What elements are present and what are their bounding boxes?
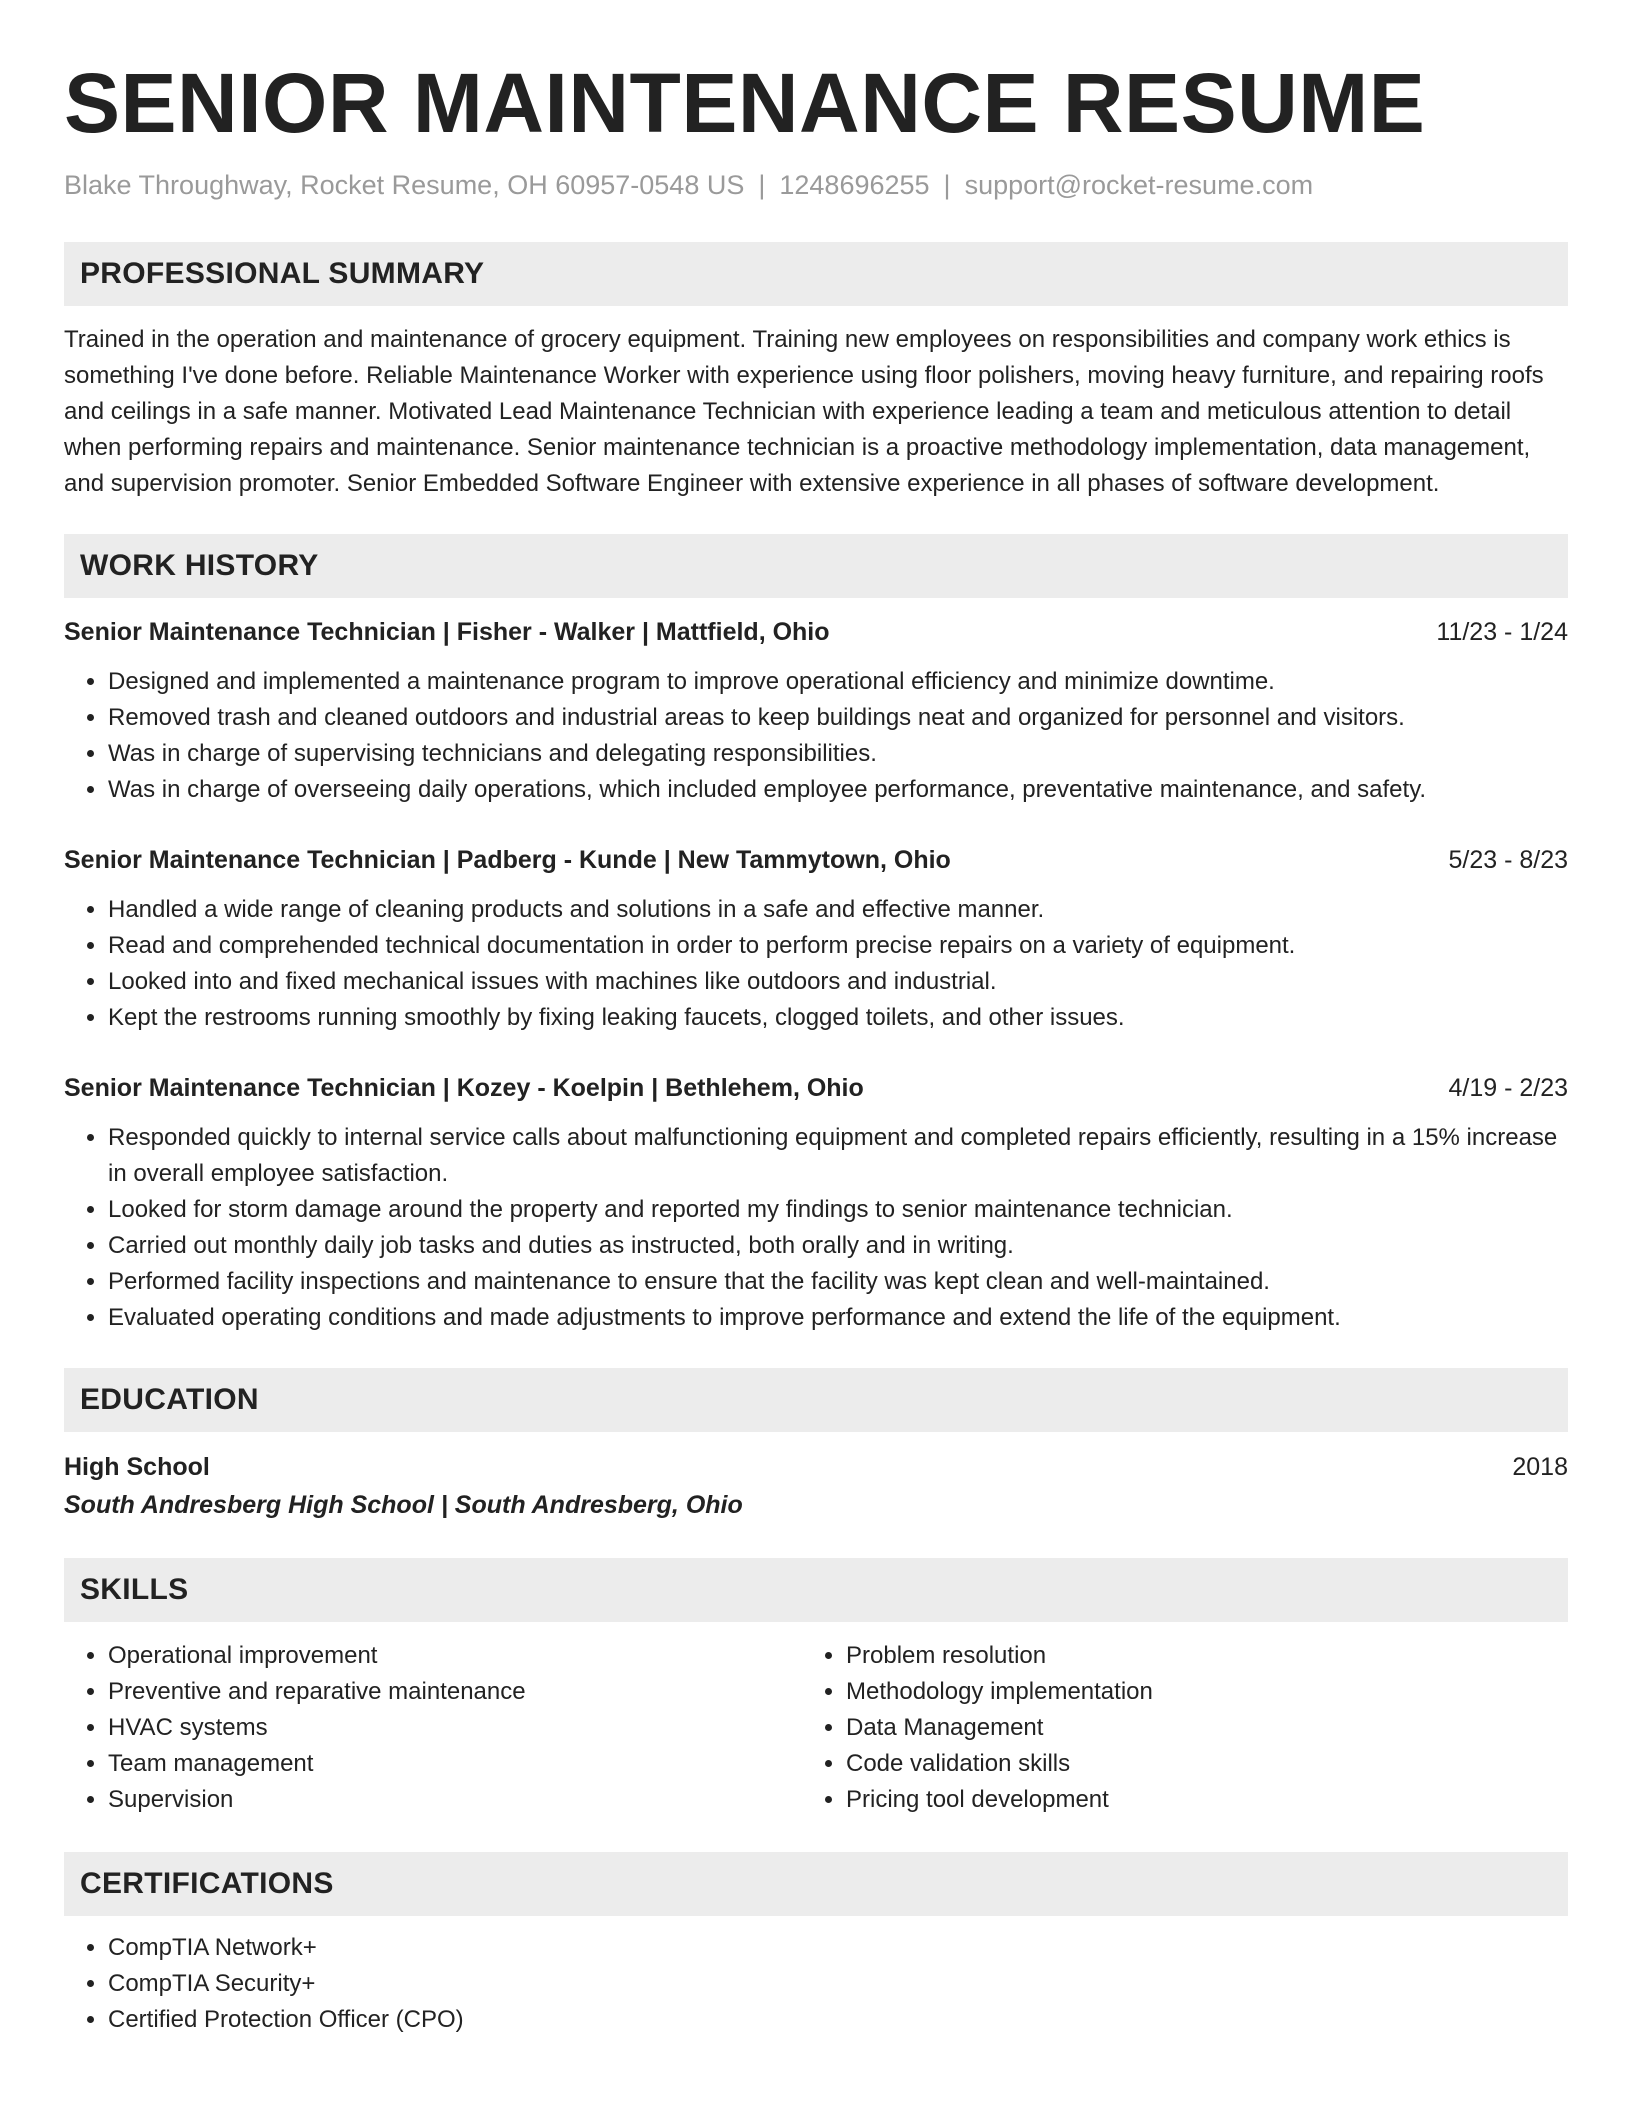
education-degree: High School <box>64 1453 210 1481</box>
job-bullet: • Responded quickly to internal service calls about malfunctioning equipment and completed repairs efficiently, resulting in a 15% increase in overall employee satisfaction. <box>108 1120 1568 1192</box>
certification-item: • Certified Protection Officer (CPO) <box>108 2002 1568 2038</box>
summary-text: Trained in the operation and maintenance of grocery equipment. Training new employees on responsibilities and company work ethics is something I've done before. Reliable Maintenance Worker with experience using floor polishers, moving heavy furniture, and repairing roofs and ceilings in a safe manner. Motivated Lead Maintenance Technician with experience leading a team and meticulous attention to detail when performing repairs and maintenance. Senior maintenance technician is a proactive methodology implementation, data management, and supervision promoter. Senior Embedded Software Engineer with extensive experience in all phases of software development. <box>64 326 1544 497</box>
certification-item: • CompTIA Security+ <box>108 1966 1568 2002</box>
job-bullet: • Read and comprehended technical documentation in order to perform precise repairs on a variety of equipment. <box>108 928 1568 964</box>
job-bullet: • Designed and implemented a maintenance program to improve operational efficiency and minimize downtime. <box>108 664 1568 700</box>
skill-item: • Team management <box>108 1746 802 1782</box>
job-entry <box>64 842 1568 1036</box>
job-bullets <box>64 892 1568 1036</box>
job-bullet: • Was in charge of overseeing daily operations, which included employee performance, preventative maintenance, and safety. <box>108 772 1568 808</box>
job-bullet: • Removed trash and cleaned outdoors and industrial areas to keep buildings neat and organized for personnel and visitors. <box>108 700 1568 736</box>
skills-column-right <box>802 1638 1540 1818</box>
section-header-summary: PROFESSIONAL SUMMARY <box>64 242 1568 306</box>
job-bullet: • Handled a wide range of cleaning products and solutions in a safe and effective manner. <box>108 892 1568 928</box>
contact-phone: 1248696255 <box>779 170 930 200</box>
skill-item: • Supervision <box>108 1782 802 1818</box>
job-dates: 5/23 - 8/23 <box>1448 846 1568 874</box>
skill-item: • Data Management <box>846 1710 1540 1746</box>
skill-item: • Methodology implementation <box>846 1674 1540 1710</box>
job-heading: Senior Maintenance Technician | Kozey - Koelpin | Bethlehem, Ohio <box>64 1074 864 1102</box>
skill-item: • Operational improvement <box>108 1638 802 1674</box>
skill-item: • Preventive and reparative maintenance <box>108 1674 802 1710</box>
section-header-certifications: CERTIFICATIONS <box>64 1852 1568 1916</box>
resume-title: SENIOR MAINTENANCE RESUME <box>64 56 1426 150</box>
job-bullets <box>64 664 1568 808</box>
job-bullet: • Carried out monthly daily job tasks and duties as instructed, both orally and in writing. <box>108 1228 1568 1264</box>
education-row <box>64 1448 1568 1486</box>
job-entry <box>64 1070 1568 1336</box>
skill-item: • Pricing tool development <box>846 1782 1540 1818</box>
job-bullet: • Was in charge of supervising technicians and delegating responsibilities. <box>108 736 1568 772</box>
job-heading: Senior Maintenance Technician | Fisher - Walker | Mattfield, Ohio <box>64 618 830 646</box>
job-bullet: • Looked for storm damage around the property and reported my findings to senior maintenance technician. <box>108 1192 1568 1228</box>
certifications-list <box>64 1930 1568 2038</box>
job-bullet: • Evaluated operating conditions and made adjustments to improve performance and extend the life of the equipment. <box>108 1300 1568 1336</box>
skills-grid <box>64 1638 1568 1818</box>
job-entry <box>64 614 1568 808</box>
certification-item: • CompTIA Network+ <box>108 1930 1568 1966</box>
work-history-list <box>64 614 1568 1336</box>
contact-separator: | <box>943 170 951 200</box>
contact-line <box>64 168 1568 202</box>
job-bullets <box>64 1120 1568 1336</box>
contact-email: support@rocket-resume.com <box>964 170 1314 200</box>
contact-separator: | <box>758 170 766 200</box>
skill-item: • Code validation skills <box>846 1746 1540 1782</box>
job-dates: 11/23 - 1/24 <box>1436 618 1568 646</box>
section-header-education: EDUCATION <box>64 1368 1568 1432</box>
contact-address: Blake Throughway, Rocket Resume, OH 60957-0548 US <box>64 170 745 200</box>
skill-item: • Problem resolution <box>846 1638 1540 1674</box>
resume-page <box>64 0 1568 2038</box>
job-bullet: • Kept the restrooms running smoothly by fixing leaking faucets, clogged toilets, and other issues. <box>108 1000 1568 1036</box>
section-header-work-history: WORK HISTORY <box>64 534 1568 598</box>
section-header-skills: SKILLS <box>64 1558 1568 1622</box>
job-heading: Senior Maintenance Technician | Padberg - Kunde | New Tammytown, Ohio <box>64 846 951 874</box>
job-heading-row <box>64 842 1568 878</box>
job-heading-row <box>64 1070 1568 1106</box>
job-dates: 4/19 - 2/23 <box>1448 1074 1568 1102</box>
education-school: South Andresberg High School | South Andresberg, Ohio <box>64 1491 743 1519</box>
skill-item: • HVAC systems <box>108 1710 802 1746</box>
job-heading-row <box>64 614 1568 650</box>
job-bullet: • Looked into and fixed mechanical issues with machines like outdoors and industrial. <box>108 964 1568 1000</box>
skills-column-left <box>64 1638 802 1818</box>
education-year: 2018 <box>1512 1453 1568 1481</box>
job-bullet: • Performed facility inspections and maintenance to ensure that the facility was kept clean and well-maintained. <box>108 1264 1568 1300</box>
